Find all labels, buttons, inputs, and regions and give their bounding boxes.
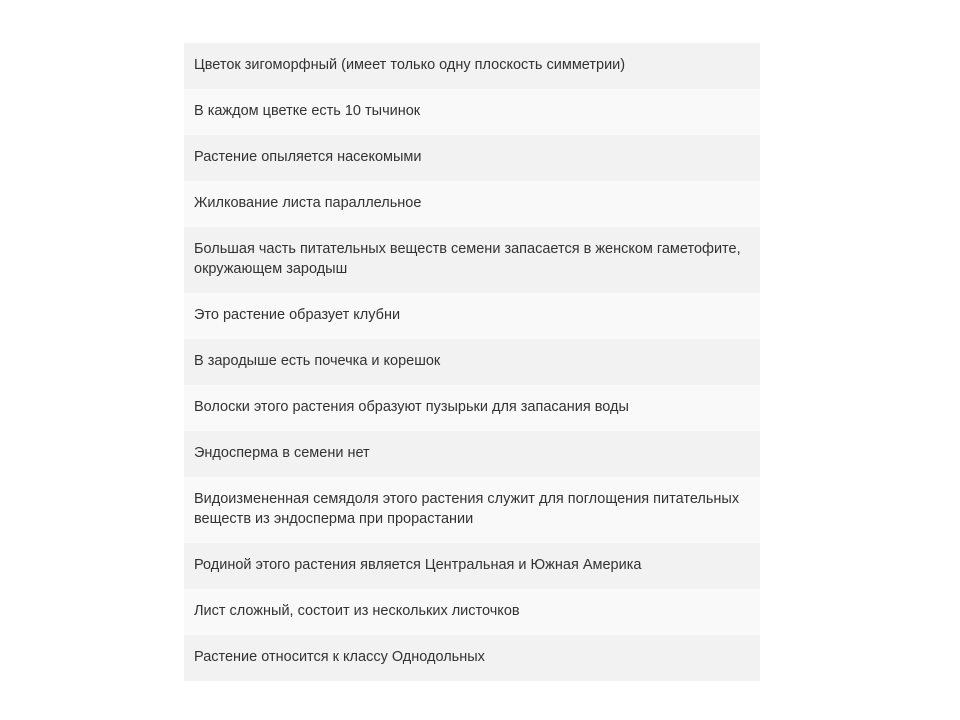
statement-row: Волоски этого растения образуют пузырьки для запасания воды <box>184 385 760 431</box>
statement-row: Лист сложный, состоит из нескольких листочков <box>184 589 760 635</box>
statement-row: Жилкование листа параллельное <box>184 181 760 227</box>
statement-row: Это растение образует клубни <box>184 293 760 339</box>
statements-table <box>184 43 760 681</box>
statement-row: В каждом цветке есть 10 тычинок <box>184 89 760 135</box>
statement-row: Растение опыляется насекомыми <box>184 135 760 181</box>
statement-row: Большая часть питательных веществ семени запасается в женском гаметофите, окружающем зародыш <box>184 227 760 293</box>
statement-row: Растение относится к классу Однодольных <box>184 635 760 681</box>
statement-row: Родиной этого растения является Центральная и Южная Америка <box>184 543 760 589</box>
statement-row: В зародыше есть почечка и корешок <box>184 339 760 385</box>
statement-row: Эндосперма в семени нет <box>184 431 760 477</box>
statement-row: Цветок зигоморфный (имеет только одну плоскость симметрии) <box>184 43 760 89</box>
statement-row: Видоизмененная семядоля этого растения служит для поглощения питательных веществ из эндосперма при прорастании <box>184 477 760 543</box>
